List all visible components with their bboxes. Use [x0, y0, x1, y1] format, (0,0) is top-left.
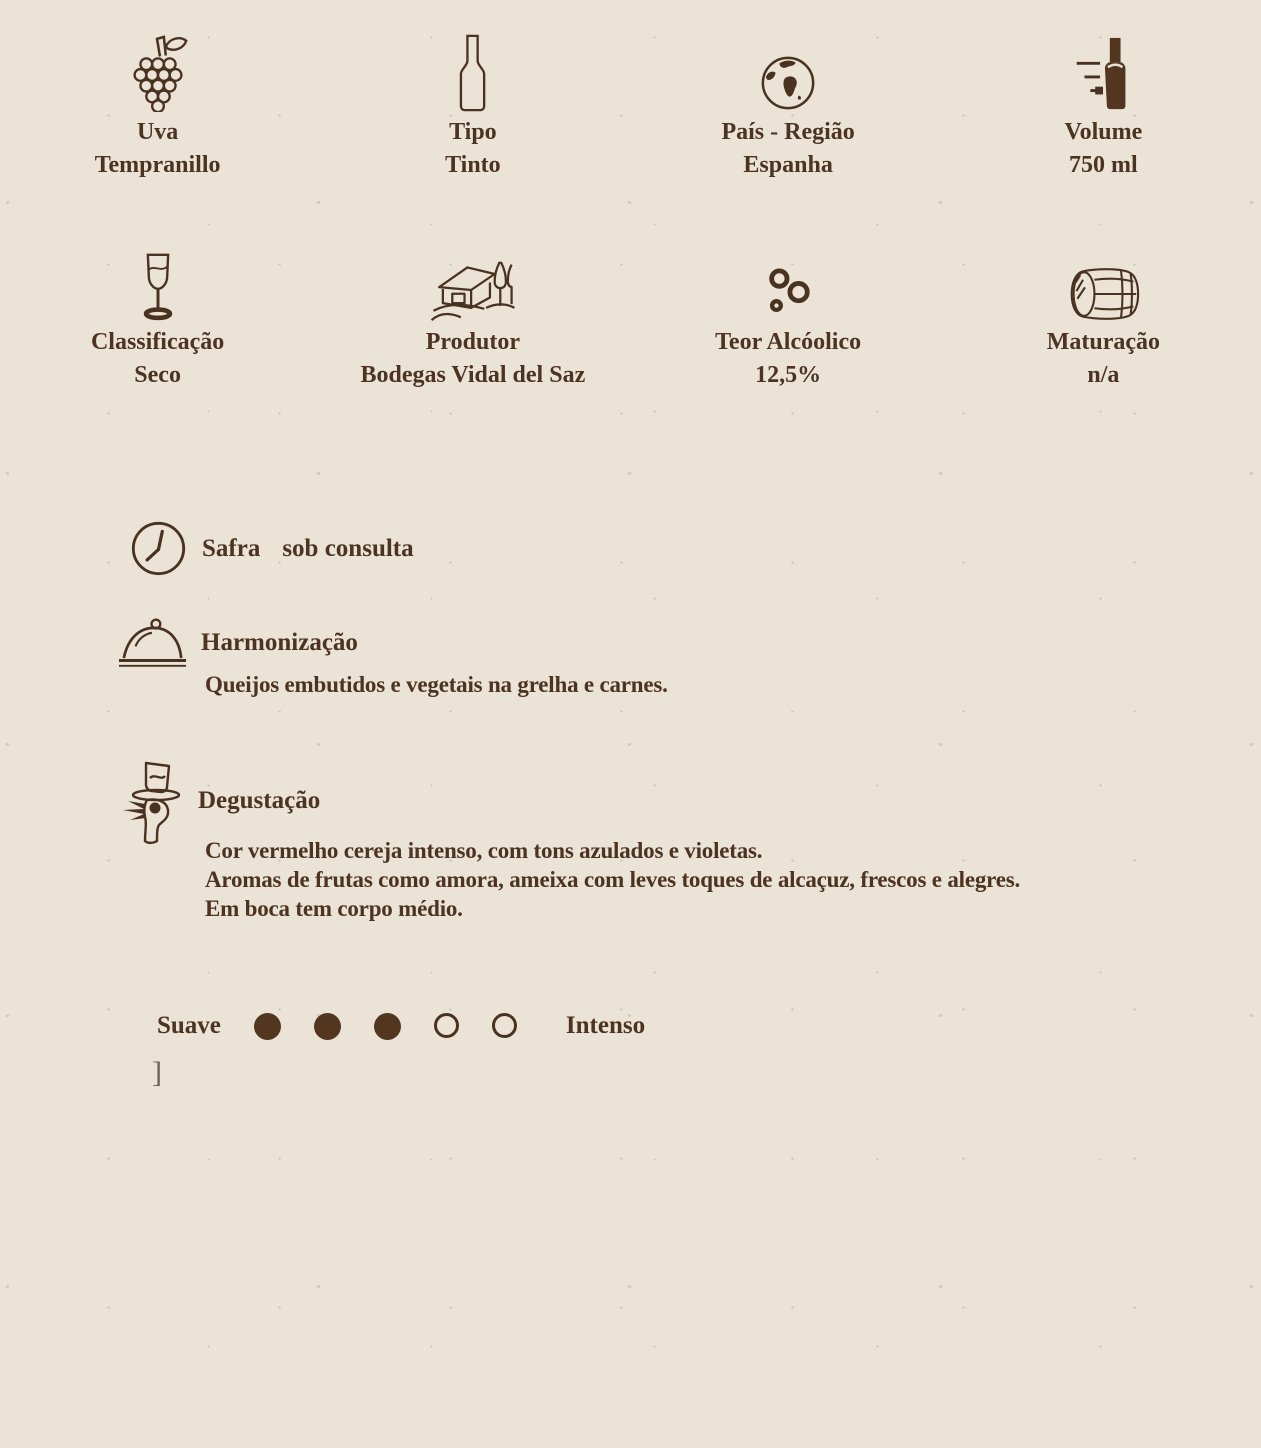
wine-bottle-icon: [315, 30, 630, 112]
spec-value: 750 ml: [1069, 152, 1138, 178]
degustacao-line: Aromas de frutas como amora, ameixa com leves toques de alcaçuz, frescos e alegres.: [205, 867, 1021, 892]
spec-produtor: [315, 250, 630, 390]
spec-label: País - Região: [721, 119, 855, 145]
clock-icon: [130, 520, 187, 577]
intensity-dot: [434, 1013, 459, 1038]
spec-teor-alcoolico: [631, 250, 946, 390]
harmonizacao-title: Harmonização: [201, 628, 358, 656]
degustacao-line: Cor vermelho cereja intenso, com tons azulados e violetas.: [205, 838, 763, 863]
spec-label: Uva: [136, 119, 179, 145]
sommelier-hand-icon: [120, 757, 186, 845]
safra-row: [130, 520, 414, 577]
intensity-dot: [314, 1013, 341, 1040]
harmonizacao-header: [118, 616, 358, 669]
degustacao-line: Em boca tem corpo médio.: [205, 896, 463, 921]
spec-row-1: [0, 30, 1261, 180]
spec-pais: [631, 30, 946, 180]
spec-tipo: [315, 30, 630, 180]
bubbles-icon: [631, 250, 946, 322]
spec-value: Tinto: [445, 152, 501, 178]
safra-value: sob consulta: [282, 534, 414, 562]
wine-glass-icon: [0, 250, 315, 322]
spec-value: Bodegas Vidal del Saz: [360, 362, 586, 388]
harmonizacao-description: Queijos embutidos e vegetais na grelha e carnes.: [205, 672, 668, 697]
spec-value: 12,5%: [755, 362, 822, 388]
spec-value: Seco: [134, 362, 181, 388]
degustacao-description: [205, 836, 1020, 923]
spec-label: Maturação: [1046, 329, 1161, 355]
spec-label: Volume: [1064, 119, 1143, 145]
spec-label: Teor Alcóolico: [715, 329, 862, 355]
spec-label: Produtor: [425, 329, 520, 355]
winery-icon: [315, 250, 630, 322]
spec-uva: [0, 30, 315, 180]
intensity-dots: [254, 1013, 517, 1040]
spec-label: Tipo: [449, 119, 497, 145]
stray-bracket-character: ]: [152, 1056, 162, 1089]
spec-classificacao: [0, 250, 315, 390]
intensity-max-label: Intenso: [565, 1012, 646, 1039]
safra-label: Safra: [202, 534, 261, 562]
intensity-dot: [254, 1013, 281, 1040]
safra-text: [202, 535, 414, 563]
degustacao-header: [120, 757, 320, 845]
volume-bottle-icon: [946, 30, 1261, 112]
cloche-icon: [118, 616, 188, 669]
spec-value: n/a: [1087, 362, 1120, 388]
spec-value: Espanha: [743, 152, 833, 178]
grapes-icon: [0, 30, 315, 112]
globe-icon: [631, 30, 946, 112]
degustacao-title: Degustação: [198, 787, 321, 814]
spec-maturacao: [946, 250, 1261, 390]
intensity-dot: [374, 1013, 401, 1040]
intensity-scale: [157, 1008, 645, 1044]
spec-label: Classificação: [90, 329, 225, 355]
spec-row-2: [0, 250, 1261, 390]
spec-volume: [946, 30, 1261, 180]
barrel-icon: [946, 250, 1261, 322]
intensity-dot: [492, 1013, 517, 1038]
spec-value: Tempranillo: [94, 152, 221, 178]
intensity-min-label: Suave: [157, 1012, 221, 1039]
